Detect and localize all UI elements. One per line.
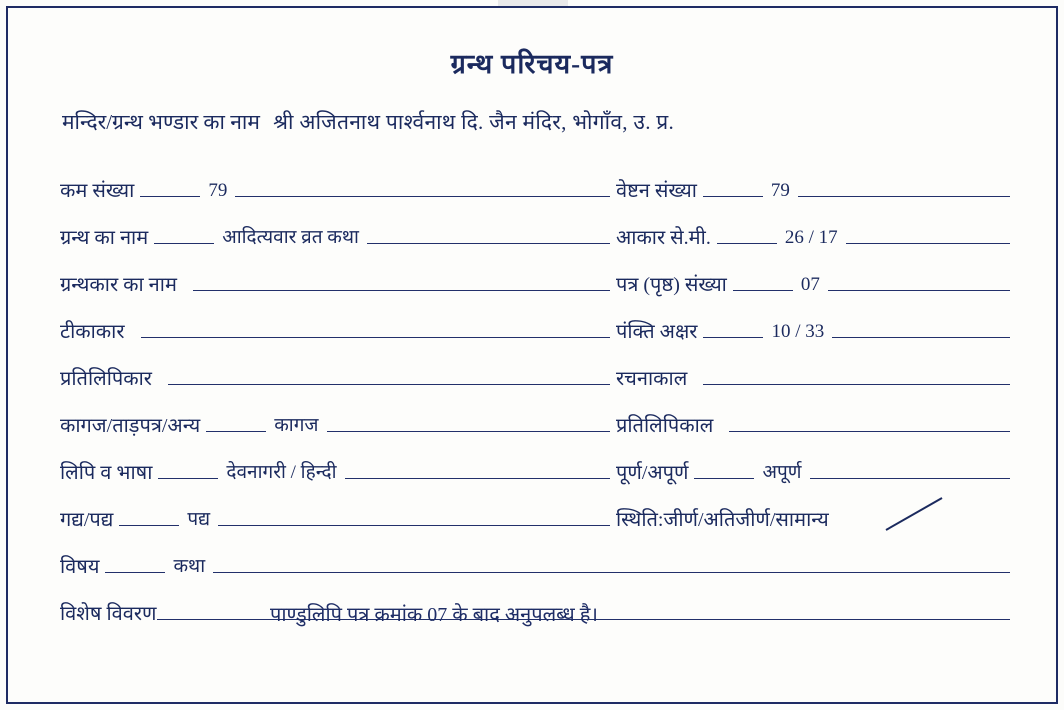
table-row	[60, 346, 1010, 390]
field-patra-prishth-sankhya	[616, 252, 1010, 296]
field-value: देवनागरी / हिन्दी	[226, 462, 337, 483]
field-rule	[828, 290, 1010, 291]
field-rule	[846, 243, 1010, 244]
field-value: पद्य	[187, 509, 211, 530]
field-label: आकार से.मी.	[616, 227, 711, 249]
page-title: ग्रन्थ परिचय-पत्र	[450, 49, 614, 79]
field-rule	[703, 196, 763, 197]
field-granth-ka-nam	[60, 205, 610, 249]
field-value: कागज	[274, 415, 319, 436]
field-rule	[141, 337, 610, 338]
temple-name-line	[62, 108, 1022, 136]
field-sthiti	[616, 487, 1010, 531]
field-rule	[345, 478, 610, 479]
field-label: पंक्ति अक्षर	[616, 321, 698, 343]
field-granthkar-ka-nam	[60, 252, 610, 296]
table-row	[60, 440, 1010, 484]
field-pratilipikaal	[616, 393, 1010, 437]
field-kram-sankhya	[60, 158, 610, 202]
field-rule	[729, 431, 1010, 432]
field-vishay	[60, 534, 1010, 578]
field-veshtan-sankhya	[616, 158, 1010, 202]
field-label: ग्रन्थकार का नाम	[60, 274, 177, 296]
field-rule	[119, 525, 179, 526]
field-rule	[733, 290, 793, 291]
field-value: 26 / 17	[784, 227, 838, 248]
field-rule	[168, 384, 610, 385]
field-rule	[218, 525, 610, 526]
field-label: विशेष विवरण	[60, 603, 157, 625]
field-label: पूर्ण/अपूर्ण	[616, 462, 689, 484]
table-row	[60, 393, 1010, 437]
field-rule	[193, 290, 610, 291]
field-label: रचनाकाल	[616, 368, 688, 390]
field-rule	[810, 478, 1010, 479]
field-value: अपूर्ण	[762, 462, 802, 483]
table-row	[60, 534, 1010, 578]
field-value: 79	[770, 180, 790, 201]
field-rule	[140, 196, 200, 197]
field-purn-apurn	[616, 440, 1010, 484]
field-rule	[703, 384, 1010, 385]
field-value: कथा	[173, 556, 206, 577]
field-rule	[327, 431, 610, 432]
field-tikakar	[60, 299, 610, 343]
field-value: 79	[208, 180, 228, 201]
table-row	[60, 158, 1010, 202]
table-row	[60, 487, 1010, 531]
field-value: आदित्यवार व्रत कथा	[222, 227, 359, 248]
vishesh-vivaran-value: पाण्डुलिपि पत्र क्रमांक 07 के बाद अनुपलब्ध है।	[270, 604, 598, 626]
field-kagaj-tadpatra-anya	[60, 393, 610, 437]
temple-name-value: श्री अजितनाथ पार्श्वनाथ दि. जैन मंदिर, भोगाँव, उ. प्र.	[273, 110, 675, 134]
temple-name-label: मन्दिर/ग्रन्थ भण्डार का नाम	[62, 110, 260, 134]
field-lipi-va-bhasha	[60, 440, 610, 484]
field-label: विषय	[60, 556, 100, 578]
field-rule	[832, 337, 1010, 338]
field-pankti-akshar	[616, 299, 1010, 343]
field-label: लिपि व भाषा	[60, 462, 153, 484]
table-row	[60, 205, 1010, 249]
field-label: प्रतिलिपिकाल	[616, 415, 714, 437]
field-label: कम संख्या	[60, 180, 135, 202]
field-rule	[367, 243, 610, 244]
field-rule	[213, 572, 1010, 573]
field-label: पत्र (पृष्ठ) संख्या	[616, 274, 727, 296]
field-rule	[694, 478, 754, 479]
field-rule	[717, 243, 777, 244]
field-label: कागज/ताड़पत्र/अन्य	[60, 415, 201, 437]
field-rule	[206, 431, 266, 432]
field-pratilipikar	[60, 346, 610, 390]
field-rule	[158, 478, 218, 479]
field-label: प्रतिलिपिकार	[60, 368, 152, 390]
field-rachnakaal	[616, 346, 1010, 390]
field-value: 07	[800, 274, 820, 295]
field-label: गद्य/पद्य	[60, 509, 114, 531]
field-value: 10 / 33	[771, 321, 825, 342]
field-label: वेष्टन संख्या	[616, 180, 697, 202]
field-rule	[703, 337, 763, 338]
field-aakar-cm	[616, 205, 1010, 249]
field-rule	[105, 572, 165, 573]
field-gadya-padya	[60, 487, 610, 531]
field-rule	[798, 196, 1010, 197]
field-label: ग्रन्थ का नाम	[60, 227, 149, 249]
field-label: स्थिति:जीर्ण/अतिजीर्ण/सामान्य	[616, 509, 829, 531]
field-rule	[154, 243, 214, 244]
field-label: टीकाकार	[60, 321, 125, 343]
table-row	[60, 299, 1010, 343]
field-rule	[235, 196, 610, 197]
table-row	[60, 252, 1010, 296]
